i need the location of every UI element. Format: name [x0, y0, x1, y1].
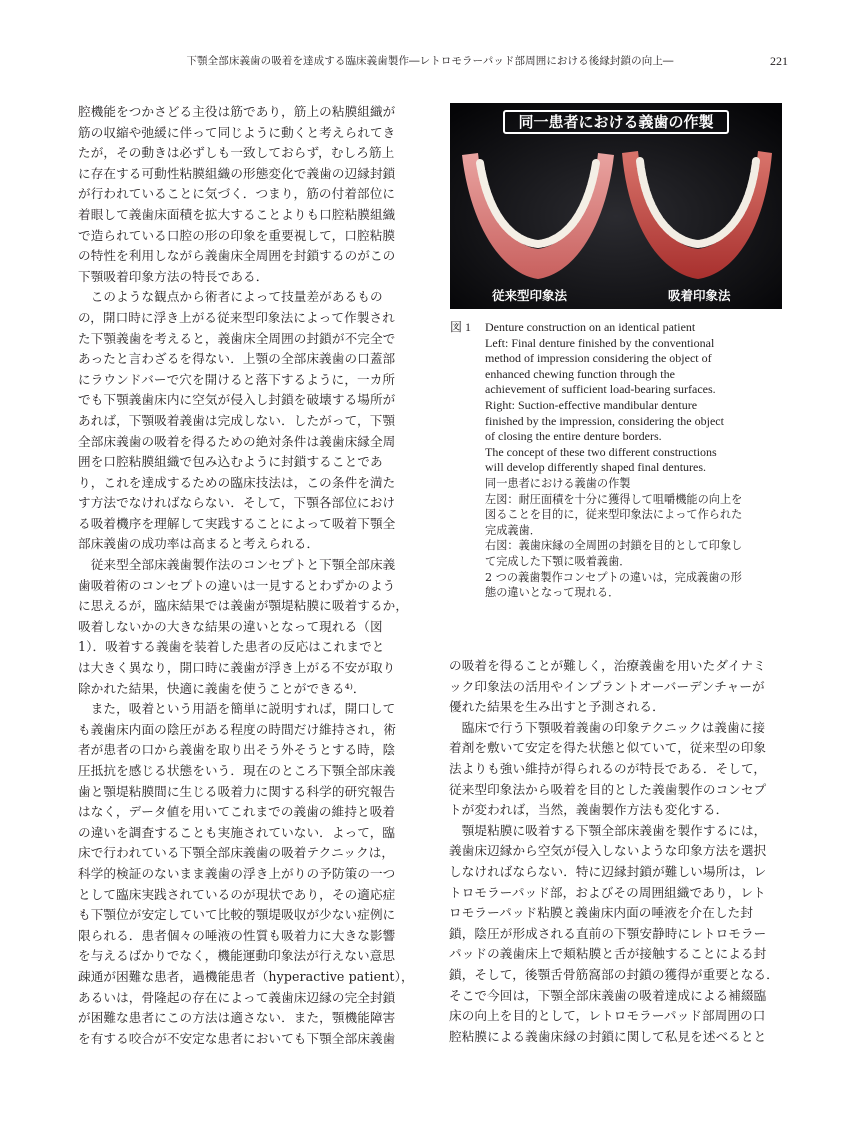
text-line: たが，その動きは必ずしも一致しておらず，むしろ筋上 [78, 145, 395, 161]
text-line: 2 つの義歯製作コンセプトの違いは，完成義歯の形 [485, 570, 742, 584]
text-line: 着剤を敷いて安定を得た状態と似ていて，従来型の印象 [449, 740, 767, 756]
text-line: 腔機能をつかさどる主役は筋であり，筋上の粘膜組織が [78, 104, 396, 119]
text-line: 科学的検証のないまま義歯の浮き上がりの予防策の一つ [78, 865, 396, 881]
text-line: はなく，データ値を用いてこれまでの義歯の維持と吸着 [78, 804, 396, 820]
text-line: 下顎吸着印象方法の特長である． [78, 268, 269, 284]
text-line: も下顎位が安定していて比較的顎堤吸収が少ない症例に [78, 907, 396, 923]
text-line: の吸着を得ることが難しく，治療義歯を用いたダイナミ [449, 658, 766, 673]
text-line: of closing the entire denture borders. [485, 429, 662, 444]
text-line: 法よりも強い維持が得られるのが特長である．そして， [449, 760, 767, 776]
text-line: 床の向上を目的として，レトロモラーパッド部周囲の口 [449, 1008, 766, 1024]
text-line: 囲を口腔粘膜組織で包み込むように封鎖することであ [78, 454, 383, 470]
figure-label-right: 吸着印象法 [668, 288, 731, 303]
text-line: あるいは，骨隆起の存在によって義歯床辺縁の完全封鎖 [78, 989, 396, 1005]
text-line: た下顎義歯を考えると，義歯床全周囲の封鎖が不完全で [78, 330, 396, 346]
text-line: Denture construction on an identical patient [485, 320, 696, 334]
caption-number: 図 1 [450, 320, 472, 334]
text-line: また，吸着という用語を簡単に説明すれば，開口して [78, 701, 396, 717]
text-line: Left: Final denture finished by the conventional [485, 335, 715, 350]
text-line: 腔粘膜による義歯床縁の封鎖に関して私見を述べるとと [449, 1028, 767, 1044]
text-line: を有する咬合が不安定な患者においても下顎全部床義歯 [78, 1030, 396, 1046]
text-line: トロモラーパッド部，およびその周囲組織であり，レト [449, 884, 766, 900]
text-line: enhanced chewing function through the [485, 366, 675, 381]
text-line: しなければならない．特に辺縁封鎖が難しい場所は，レ [449, 863, 767, 879]
text-line: で造られている口腔の形の印象を重要視して，口腔粘膜 [78, 227, 396, 243]
text-line: が行われていることに気づく．つまり，筋の付着部位に [78, 186, 396, 202]
text-line: あれば，下顎吸着義歯は完成しない．したがって，下顎 [78, 412, 396, 428]
text-line: パッドの義歯床上で頬粘膜と舌が接触することによる封 [449, 946, 767, 962]
text-line: 従来型全部床義歯製作法のコンセプトと下顎全部床義 [78, 557, 396, 573]
text-line: method of impression considering the object of [485, 351, 712, 366]
text-line: Right: Suction-effective mandibular denture [485, 397, 698, 412]
text-line: achievement of sufficient load-bearing surfaces. [485, 382, 716, 397]
text-line: の違いを調査することも実施されていない．よって，臨 [78, 824, 396, 840]
text-line: あったと言わざるを得ない．上顎の全部床義歯の口蓋部 [78, 351, 396, 367]
text-line: の，開口時に浮き上がる従来型印象法によって作製され [78, 309, 395, 325]
text-line: 完成義歯． [485, 523, 541, 537]
text-line: 圧抵抗を感じる状態をいう．現在のところ下顎全部床義 [78, 763, 396, 778]
text-line: 除かれた結果，快適に義歯を使うことができる⁴⁾． [78, 680, 366, 696]
text-line: 床で行われている下顎全部床義歯の吸着テクニックは， [78, 845, 395, 861]
text-line: 図ることを目的に，従来型印象法によって作られた [485, 508, 743, 522]
text-line: 歯吸着術のコンセプトの違いは一見するとわずかのよう [78, 577, 396, 593]
text-line: このような観点から術者によって技量差があるもの [78, 289, 383, 305]
body-text-left-column [78, 102, 418, 1049]
text-line: 左図：耐圧面積を十分に獲得して咀嚼機能の向上を [485, 492, 743, 506]
text-line: 者が患者の口から義歯を取り出そう外そうとする時，陰 [78, 742, 396, 758]
text-line: 右図：義歯床縁の全周囲の封鎖を目的として印象し [485, 539, 743, 553]
text-line: トが変われば，当然，義歯製作方法も変化する． [449, 802, 729, 818]
text-line: に存在する可動性粘膜組織の形態変化で義歯の辺縁封鎖 [78, 165, 396, 181]
text-line: 臨床で行う下顎吸着義歯の印象テクニックは義歯に接 [449, 719, 766, 735]
text-line: を与えるばかりでなく，機能運動印象法が行えない意思 [78, 948, 396, 964]
text-line: 従来型印象法から吸着を目的とした義歯製作のコンセプ [449, 781, 767, 797]
text-line: でも下顎義歯床内に空気が侵入し封鎖を破壊する場所が [78, 392, 396, 408]
text-line: 鎖，陰圧が形成される直前の下顎安静時にレトロモラー [449, 925, 767, 941]
text-line: 同一患者における義歯の作製 [485, 476, 631, 490]
text-line: The concept of these two different constructions [485, 444, 717, 459]
text-line: 態の違いとなって現れる． [485, 586, 620, 600]
text-line: 優れた結果を生み出すと予測される． [449, 699, 665, 715]
text-line: に思えるが，臨床結果では義歯が顎堤粘膜に吸着するか， [78, 598, 409, 614]
text-line: will develop differently shaped final dentures. [485, 460, 707, 475]
text-line: も義歯床内面の陰圧がある程度の時間だけ維持され，術 [78, 721, 397, 737]
text-line: 全部床義歯の吸着を得るための絶対条件は義歯床縁全周 [78, 433, 396, 449]
figure-1-photo [450, 103, 782, 309]
text-line: にラウンドバーで穴を開けると落下するように，一カ所 [78, 371, 396, 387]
text-line: 義歯床辺縁から空気が侵入しないような印象方法を選択 [449, 843, 767, 859]
figure-label-left: 従来型印象法 [492, 288, 568, 303]
running-header [0, 53, 841, 69]
text-line: す方法でなければならない．そして，下顎各部位におけ [78, 495, 396, 511]
text-line: 顎堤粘膜に吸着する下顎全部床義歯を製作するには， [449, 822, 767, 838]
running-title: 下顎全部床義歯の吸着を達成する臨床義歯製作―レトロモラーパッド部周囲における後縁封鎖の向上― [186, 55, 674, 67]
text-line: て完成した下顎に吸着義歯． [485, 554, 631, 568]
text-line: 限られる．患者個々の唾液の性質も吸着力に大きな影響 [78, 927, 396, 943]
text-line: 吸着しないかの大きな結果の違いとなって現れる（図 [78, 618, 383, 634]
caption-body [485, 320, 782, 601]
body-text-right-column [449, 656, 789, 1047]
text-line: 部床義歯の成功率は高まると考えられる． [78, 536, 320, 552]
text-line: 鎖，そして，後顎舌骨筋窩部の封鎖の獲得が重要となる． [449, 966, 779, 982]
text-line: 1）．吸着する義歯を装着した患者の反応はこれまでと [78, 639, 385, 655]
text-line: として臨床実践されているのが現状であり，その適応症 [78, 886, 396, 902]
text-line: 筋の収縮や弛緩に伴って同じように動くと考えられてき [78, 124, 396, 140]
text-line: 疎通が困難な患者，過機能患者（hyperactive patient）， [78, 968, 414, 984]
text-line: そこで今回は，下顎全部床義歯の吸着達成による補綴臨 [449, 987, 767, 1003]
text-line: finished by the impression, considering the object [485, 413, 724, 428]
text-line: ック印象法の活用やインプラントオーバーデンチャーが [449, 678, 765, 694]
text-line: る吸着機序を理解して実践することによって吸着下顎全 [78, 515, 396, 531]
figure-title-label: 同一患者における義歯の作製 [503, 110, 729, 134]
text-line: が困難な患者にこの方法は適さない．また，顎機能障害 [78, 1010, 396, 1026]
text-line: ロモラーパッド粘膜と義歯床内面の唾液を介在した封 [449, 905, 754, 921]
text-line: の特性を利用しながら義歯床全周囲を封鎖するのがこの [78, 248, 396, 264]
page-number: 221 [770, 54, 788, 68]
text-line: は大きく異なり，開口時に義歯が浮き上がる不安が取り [78, 660, 396, 676]
text-line: 着眼して義歯床面積を拡大することよりも口腔粘膜組織 [78, 206, 396, 222]
text-line: り，これを達成するための臨床技法は，この条件を満た [78, 474, 396, 490]
text-line: 歯と顎堤粘膜間に生じる吸着力に関する科学的研究報告 [78, 783, 396, 799]
